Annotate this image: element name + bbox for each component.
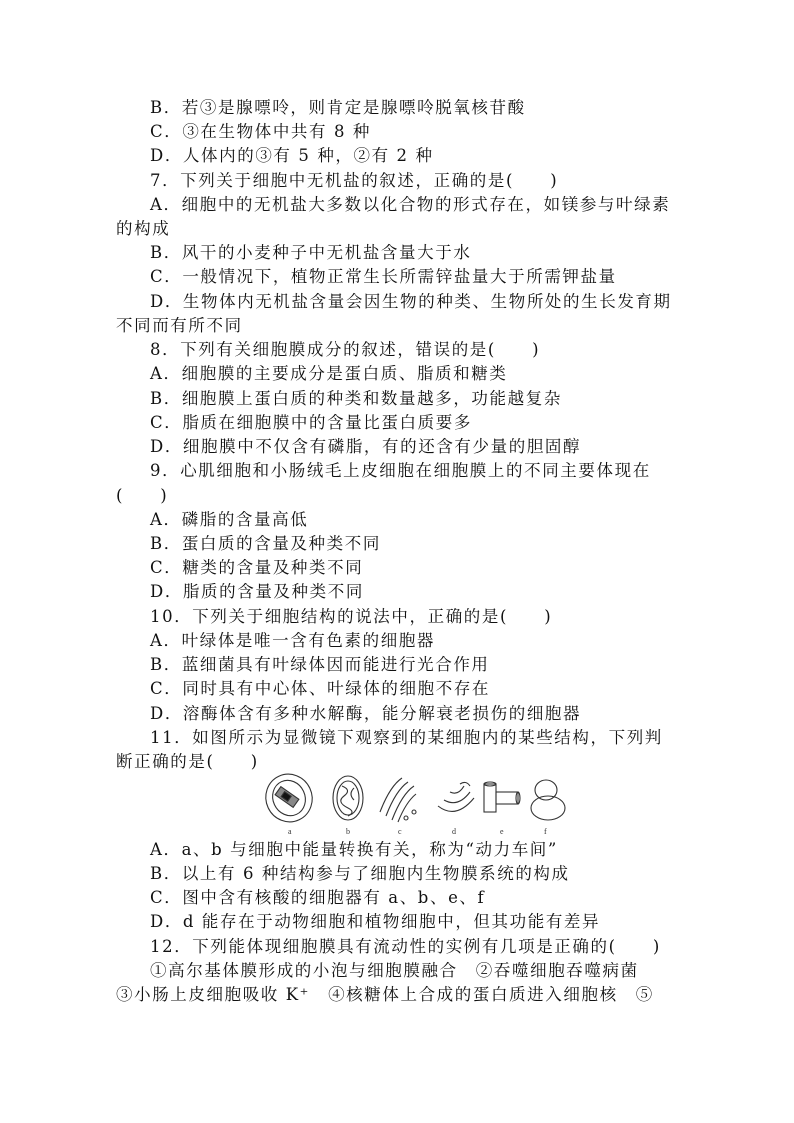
option-8d: D．细胞膜中不仅含有磷脂，有的还含有少量的胆固醇 — [150, 437, 582, 456]
option-10c: C．同时具有中心体、叶绿体的细胞不存在 — [150, 679, 491, 698]
figure-label-e: e — [500, 827, 504, 836]
question-11-cont: 断正确的是( ) — [116, 752, 259, 771]
figure-label-d: d — [452, 827, 456, 836]
option-11a: A．a、b 与细胞中能量转换有关，称为“动力车间” — [150, 840, 558, 859]
option-9c: C．糖类的含量及种类不同 — [150, 558, 364, 577]
option-7a: A．细胞中的无机盐大多数以化合物的形式存在，如镁参与叶绿素 — [150, 195, 671, 214]
option-7a-cont: 的构成 — [116, 219, 171, 238]
option-6c: C．③在生物体中共有 8 种 — [150, 122, 372, 141]
question-7: 7．下列关于细胞中无机盐的叙述，正确的是( ) — [150, 171, 559, 190]
organelle-c-golgi-icon — [380, 778, 416, 822]
option-9b: B．蛋白质的含量及种类不同 — [150, 534, 381, 553]
option-11d: D．d 能存在于动物细胞和植物细胞中，但其功能有差异 — [150, 912, 601, 931]
question-11: 11．如图所示为显微镜下观察到的某细胞内的某些结构，下列判 — [150, 728, 663, 747]
organelle-a-chloroplast-icon — [262, 770, 320, 829]
figure-label-a: a — [288, 827, 292, 836]
option-8c: C．脂质在细胞膜中的含量比蛋白质要多 — [150, 413, 472, 432]
option-7b: B．风干的小麦种子中无机盐含量大于水 — [150, 243, 472, 262]
option-9a: A．磷脂的含量高低 — [150, 510, 309, 529]
figure-label-c: c — [398, 827, 402, 836]
question-12: 12．下列能体现细胞膜具有流动性的实例有几项是正确的( ) — [150, 937, 661, 956]
option-8b: B．细胞膜上蛋白质的种类和数量越多，功能越复杂 — [150, 389, 562, 408]
option-6d: D．人体内的③有 5 种，②有 2 种 — [150, 146, 434, 165]
organelle-b-mitochondrion-icon — [333, 776, 363, 820]
question-8: 8．下列有关细胞膜成分的叙述，错误的是( ) — [150, 340, 541, 359]
organelle-d-er-icon — [438, 782, 474, 811]
option-7c: C．一般情况下，植物正常生长所需锌盐量大于所需钾盐量 — [150, 267, 617, 286]
option-6b: B．若③是腺嘌呤，则肯定是腺嘌呤脱氧核苷酸 — [150, 98, 526, 117]
organelle-e-centriole-icon — [484, 782, 520, 812]
question-12-items-line2: ③小肠上皮细胞吸收 K⁺ ④核糖体上合成的蛋白质进入细胞核 ⑤ — [116, 985, 654, 1004]
option-10a: A．叶绿体是唯一含有色素的细胞器 — [150, 631, 436, 650]
organelle-f-vesicles-icon — [531, 780, 565, 820]
option-11c: C．图中含有核酸的细胞器有 a、b、e、f — [150, 888, 486, 907]
option-9d: D．脂质的含量及种类不同 — [150, 582, 364, 601]
question-9: 9．心肌细胞和小肠绒毛上皮细胞在细胞膜上的不同主要体现在 — [150, 461, 651, 480]
question-9-cont: ( ) — [116, 486, 169, 505]
option-10d: D．溶酶体含有多种水解酶，能分解衰老损伤的细胞器 — [150, 704, 582, 723]
option-11b: B．以上有 6 种结构参与了细胞内生物膜系统的构成 — [150, 864, 570, 883]
option-7d: D．生物体内无机盐含量会因生物的种类、生物所处的生长发育期 — [150, 292, 672, 311]
question-10: 10．下列关于细胞结构的说法中，正确的是( ) — [150, 607, 553, 626]
option-8a: A．细胞膜的主要成分是蛋白质、脂质和糖类 — [150, 364, 508, 383]
figure-label-f: f — [544, 827, 547, 836]
figure-label-b: b — [346, 827, 350, 836]
question-12-items-line1: ①高尔基体膜形成的小泡与细胞膜融合 ②吞噬细胞吞噬病菌 — [150, 961, 639, 980]
organelle-figure — [262, 770, 568, 836]
option-7d-cont: 不同而有所不同 — [116, 316, 243, 335]
option-10b: B．蓝细菌具有叶绿体因而能进行光合作用 — [150, 655, 490, 674]
